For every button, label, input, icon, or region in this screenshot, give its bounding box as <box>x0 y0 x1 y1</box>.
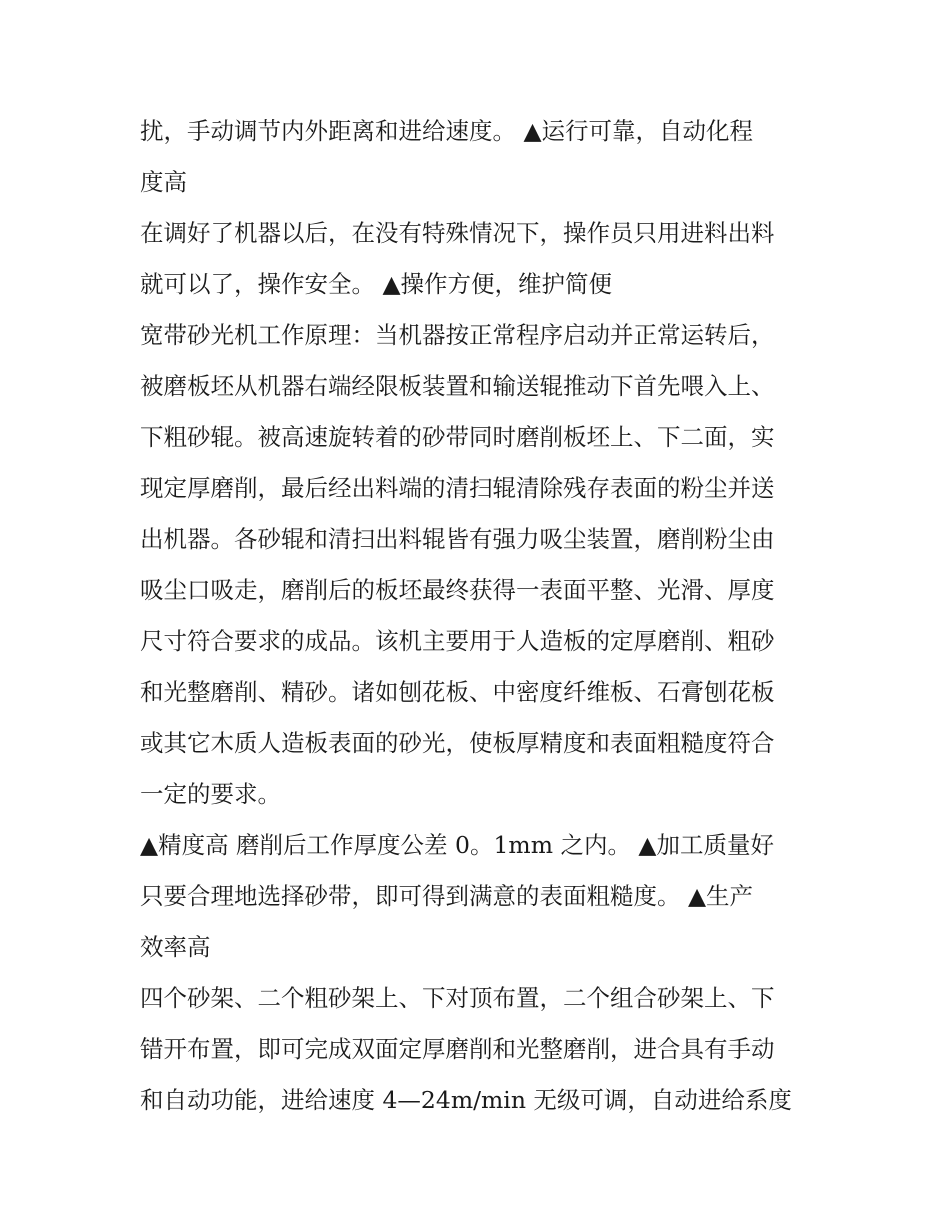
text-line: 宽带砂光机工作原理：当机器按正常程序启动并正常运转后， <box>140 321 775 349</box>
text-line: 被磨板坯从机器右端经限板装置和输送辊推动下首先喂入上、 <box>140 372 775 400</box>
text-line: 现定厚磨削，最后经出料端的清扫辊清除残存表面的粉尘并送 <box>140 474 775 502</box>
text-line: 出机器。各砂辊和清扫出料辊皆有强力吸尘装置，磨削粉尘由 <box>140 525 775 553</box>
text-line: 扰，手动调节内外距离和进给速度。 ▲运行可靠，自动化程 <box>140 117 754 145</box>
text-line: 在调好了机器以后，在没有特殊情况下，操作员只用进料出料 <box>140 219 775 247</box>
text-line: 一定的要求。 <box>140 780 281 808</box>
text-line: 度高 <box>140 168 187 196</box>
text-line: 错开布置，即可完成双面定厚磨削和光整磨削，进合具有手动 <box>140 1035 775 1063</box>
text-line: 四个砂架、二个粗砂架上、下对顶布置，二个组合砂架上、下 <box>140 984 775 1012</box>
text-line: ▲精度高 磨削后工作厚度公差 0。1mm 之内。 ▲加工质量好 <box>140 831 774 859</box>
text-line: 和自动功能，进给速度 4—24m/min 无级可调，自动进给系度 <box>140 1086 792 1114</box>
text-line: 吸尘口吸走，磨削后的板坯最终获得一表面平整、光滑、厚度 <box>140 576 775 604</box>
document-body <box>140 106 820 1126</box>
text-line: 效率高 <box>140 933 211 961</box>
text-line: 尺寸符合要求的成品。该机主要用于人造板的定厚磨削、粗砂 <box>140 627 775 655</box>
text-line: 或其它木质人造板表面的砂光，使板厚精度和表面粗糙度符合 <box>140 729 775 757</box>
text-line: 只要合理地选择砂带，即可得到满意的表面粗糙度。 ▲生产 <box>140 882 754 910</box>
text-line: 下粗砂辊。被高速旋转着的砂带同时磨削板坯上、下二面，实 <box>140 423 775 451</box>
text-line: 就可以了，操作安全。 ▲操作方便，维护简便 <box>140 270 613 298</box>
text-line: 和光整磨削、精砂。诸如刨花板、中密度纤维板、石膏刨花板 <box>140 678 775 706</box>
